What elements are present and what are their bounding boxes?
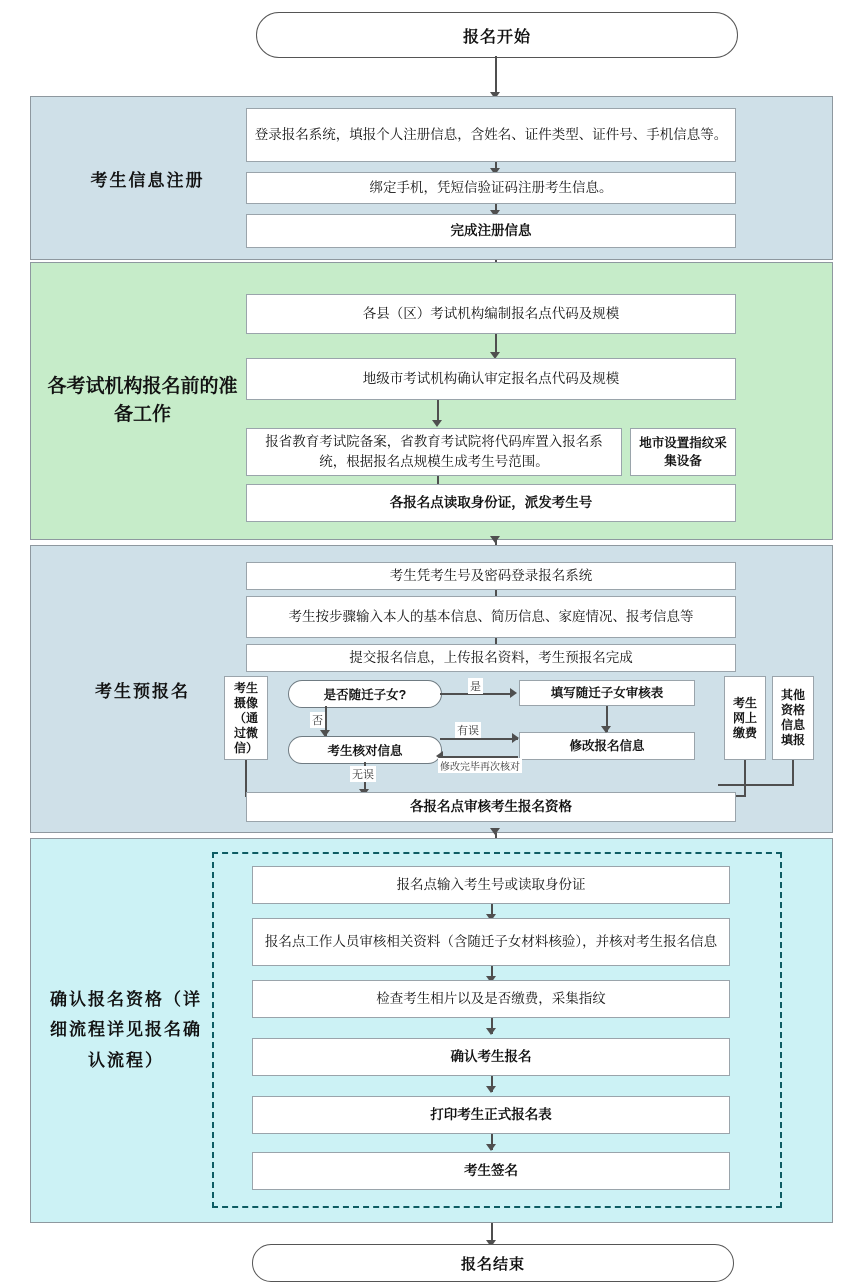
section-4-label: 确认报名资格（详细流程详见报名确认流程）: [50, 989, 202, 1070]
step-box: 提交报名信息，上传报名资料，考生预报名完成: [246, 644, 736, 672]
step-box: 考生凭考生号及密码登录报名系统: [246, 562, 736, 590]
no-error-label: 无误: [350, 766, 376, 782]
arrow: [245, 760, 247, 796]
step-box: 考生签名: [252, 1152, 730, 1190]
arrowhead: [490, 828, 500, 835]
step-box: 地级市考试机构确认审定报名点代码及规模: [246, 358, 736, 400]
step-box: 打印考生正式报名表: [252, 1096, 730, 1134]
step-box: 检查考生相片以及是否缴费，采集指纹: [252, 980, 730, 1018]
arrowhead: [486, 1144, 496, 1151]
arrowhead: [486, 1086, 496, 1093]
step-box: 确认考生报名: [252, 1038, 730, 1076]
branch-no-label: 否: [310, 712, 325, 728]
step-box: 报名点工作人员审核相关资料（含随迁子女材料核验），并核对考生报名信息: [252, 918, 730, 966]
arrow-start-to-s1: [495, 56, 497, 96]
end-node: [252, 1244, 734, 1282]
start-node: [256, 12, 738, 58]
start-label: 报名开始: [462, 28, 531, 46]
section-3-label: 考生预报名: [95, 681, 190, 701]
recheck-label: 修改完毕再次核对: [438, 758, 522, 773]
arrow-has-error: [440, 738, 518, 740]
online-payment-box: 考生网上缴费: [724, 676, 766, 760]
step-box: 各县（区）考试机构编制报名点代码及规模: [246, 294, 736, 334]
step-box: 考生按步骤输入本人的基本信息、简历信息、家庭情况、报考信息等: [246, 596, 736, 638]
section-1-label: 考生信息注册: [90, 170, 205, 190]
arrowhead: [510, 688, 517, 698]
step-box: 完成注册信息: [246, 214, 736, 248]
step-box: 报省教育考试院备案，省教育考试院将代码库置入报名系统，根据报名点规模生成考生号范围。: [246, 428, 622, 476]
candidate-photo-box: 考生摄像（通过微信）: [224, 676, 268, 760]
step-box: 绑定手机，凭短信验证码注册考生信息。: [246, 172, 736, 204]
step-box: 登录报名系统，填报个人注册信息，含姓名、证件类型、证件号、手机信息等。: [246, 108, 736, 162]
end-label: 报名结束: [460, 1255, 525, 1273]
arrowhead: [512, 733, 519, 743]
arrow: [792, 760, 794, 784]
step-box: 各报名点读取身份证，派发考生号: [246, 484, 736, 522]
arrowhead: [601, 726, 611, 733]
branch-yes-label: 是: [468, 678, 483, 694]
step-box: 报名点输入考生号或读取身份证: [252, 866, 730, 904]
arrowhead: [432, 420, 442, 427]
step-box: 各报名点审核考生报名资格: [246, 792, 736, 822]
verify-info-box: 考生核对信息: [288, 736, 442, 764]
arrow: [718, 784, 794, 786]
decision-migrant-child: 是否随迁子女?: [288, 680, 442, 708]
other-qualification-box: 其他资格信息填报: [772, 676, 814, 760]
has-error-label: 有误: [455, 722, 481, 738]
section-2-label: 各考试机构报名前的准备工作: [47, 375, 238, 425]
fingerprint-device-box: 地市设置指纹采集设备: [630, 428, 736, 476]
arrowhead: [490, 536, 500, 543]
arrow: [744, 760, 746, 796]
migrant-form-box: 填写随迁子女审核表: [519, 680, 695, 706]
arrowhead: [486, 1028, 496, 1035]
modify-info-box: 修改报名信息: [519, 732, 695, 760]
